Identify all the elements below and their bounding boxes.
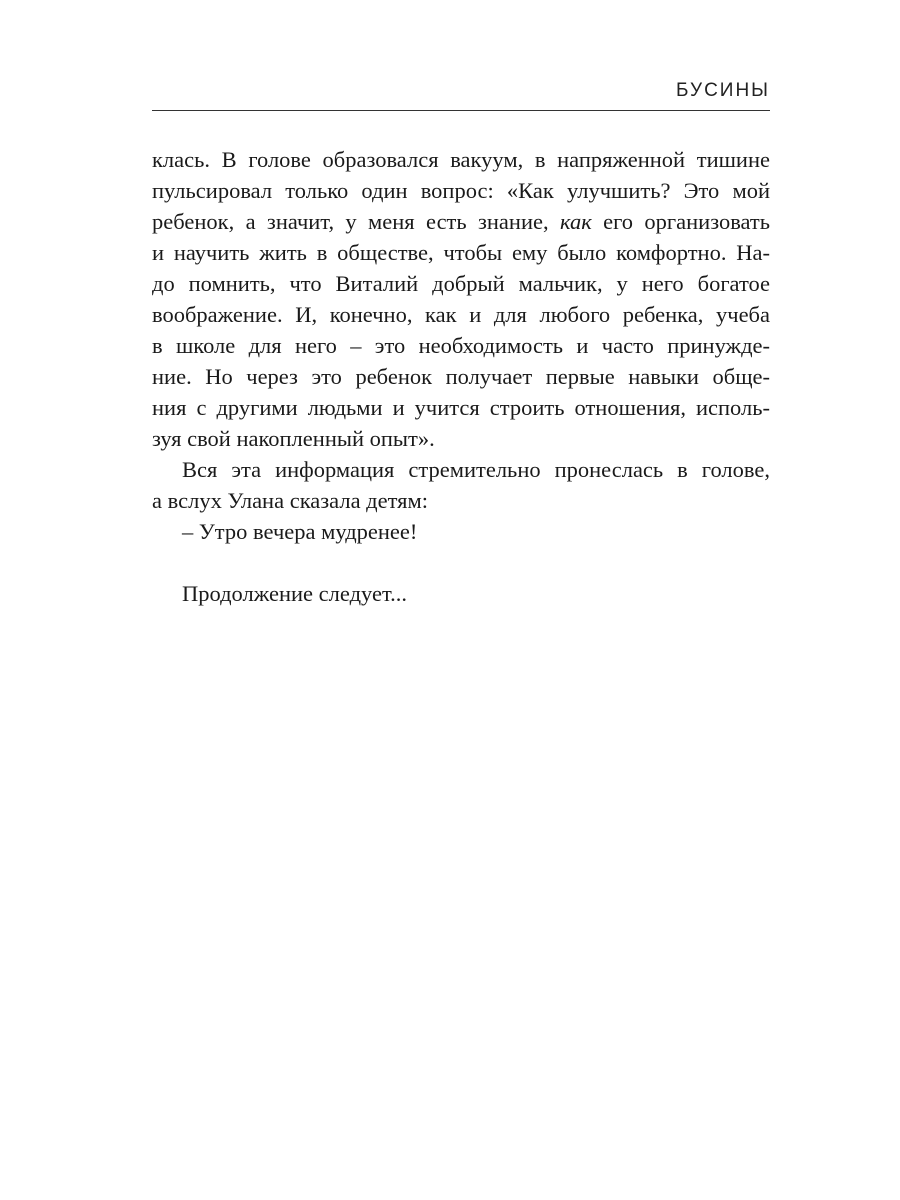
page-text	[152, 144, 770, 609]
text-fragment: его организовать	[603, 209, 771, 234]
paragraph-first-line: Вся эта информация стремительно пронеслась в голове,	[182, 457, 770, 482]
header-rule	[152, 110, 770, 111]
text-line: а вслух Улана сказала детям:	[152, 488, 428, 513]
text-line: пульсировал только один вопрос: «Как улучшить? Это мой	[152, 178, 770, 203]
text-line: и научить жить в обществе, чтобы ему было комфортно. На-	[152, 240, 770, 265]
running-head: БУСИНЫ	[675, 80, 770, 101]
to-be-continued: Продолжение следует...	[182, 581, 407, 606]
text-line: воображение. И, конечно, как и для любого ребенка, учеба	[152, 302, 770, 327]
dialogue-line: – Утро вечера мудренее!	[182, 519, 418, 544]
text-line: ние. Но через это ребенок получает первые навыки обще-	[152, 364, 770, 389]
text-line: зуя свой накопленный опыт».	[152, 426, 435, 451]
text-line: в школе для него – это необходимость и часто принужде-	[152, 333, 770, 358]
italic-word: как	[560, 209, 592, 234]
text-line	[152, 206, 770, 237]
text-line: ния с другими людьми и учится строить отношения, исполь-	[152, 395, 770, 420]
blank-line	[152, 547, 770, 578]
text-fragment: ребенок, а значит, у меня есть знание,	[152, 209, 549, 234]
text-line: до помнить, что Виталий добрый мальчик, у него богатое	[152, 271, 770, 296]
text-line: клась. В голове образовался вакуум, в напряженной тишине	[152, 147, 770, 172]
